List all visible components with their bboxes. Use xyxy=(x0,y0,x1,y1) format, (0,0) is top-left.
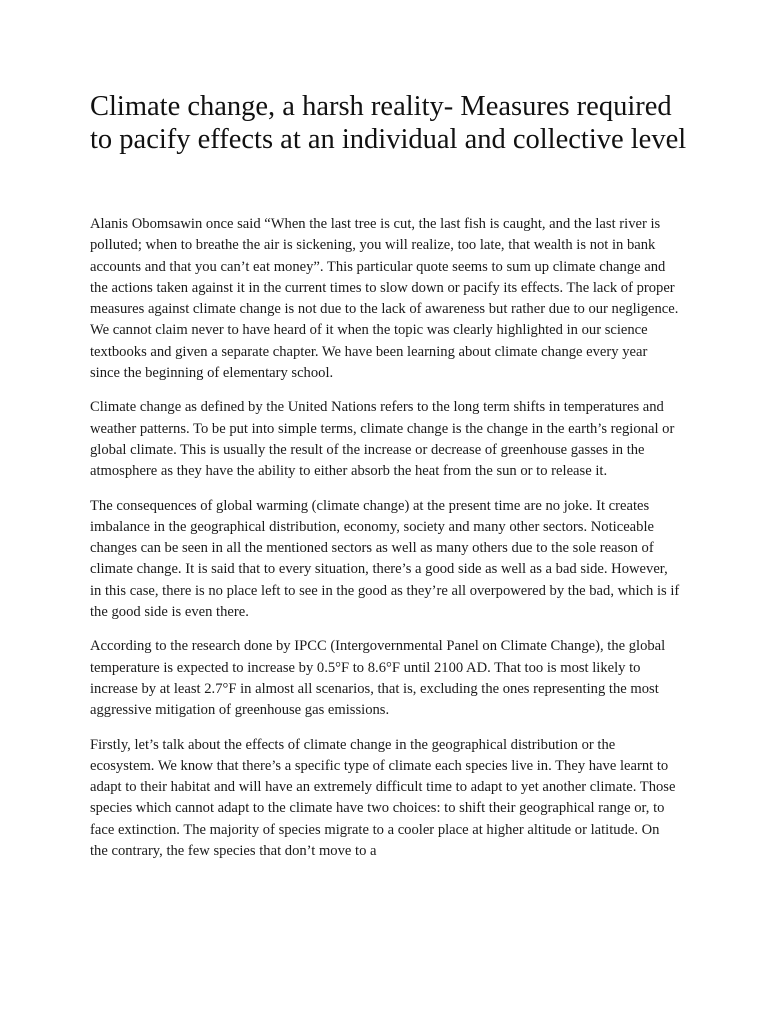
paragraph-definition: Climate change as defined by the United Nations refers to the long term shifts in temperatures and weather patterns. To be put into simple terms, climate change is the change in the earth’s regional or global climate. This is usually the result of the increase or decrease of greenhouse gasses in the atmosphere as they have the ability to either absorb the heat from the sun or to release it. xyxy=(90,399,675,480)
paragraph-consequences: The consequences of global warming (climate change) at the present time are no joke. It creates imbalance in the geographical distribution, economy, society and many other sectors. Noticeable changes can be seen in all the mentioned sectors as well as many others due to the sole reason of climate change. It is said that to every situation, there’s a good side as well as a bad side. However, in this case, there is no place left to see in the good as they’re all overpowered by the bad, which is if the good side is even there. xyxy=(90,497,680,621)
document-body xyxy=(90,214,680,875)
document-title: Climate change, a harsh reality- Measures required to pacify effects at an individual and collective level xyxy=(90,91,687,155)
paragraph-ipcc-research: According to the research done by IPCC (Intergovernmental Panel on Climate Change), the global temperature is expected to increase by 0.5°F to 8.6°F until 2100 AD. That too is most likely to increase by at least 2.7°F in almost all scenarios, that is, excluding the ones representing the most aggressive mitigation of greenhouse gas emissions. xyxy=(90,638,666,719)
paragraph-ecosystem-effects: Firstly, let’s talk about the effects of climate change in the geographical distribution or the ecosystem. We know that there’s a specific type of climate each species live in. They have learnt to adapt to their habitat and will have an extremely difficult time to adapt to yet another climate. Those species which cannot adapt to the climate have two choices: to shift their geographical range or, to face extinction. The majority of species migrate to a cooler place at higher altitude or latitude. On the contrary, the few species that don’t move to a xyxy=(90,736,676,860)
paragraph-intro-quote: Alanis Obomsawin once said “When the last tree is cut, the last fish is caught, and the last river is polluted; when to breathe the air is sickening, you will realize, too late, that wealth is not in bank accounts and that you can’t eat money”. This particular quote seems to sum up climate change and the actions taken against it in the current times to slow down or pacify its effects. The lack of proper measures against climate change is not due to the lack of awareness but rather due to our negligence. We cannot claim never to have heard of it when the topic was clearly highlighted in our science textbooks and given a separate chapter. We have been learning about climate change every year since the beginning of elementary school. xyxy=(90,216,679,382)
